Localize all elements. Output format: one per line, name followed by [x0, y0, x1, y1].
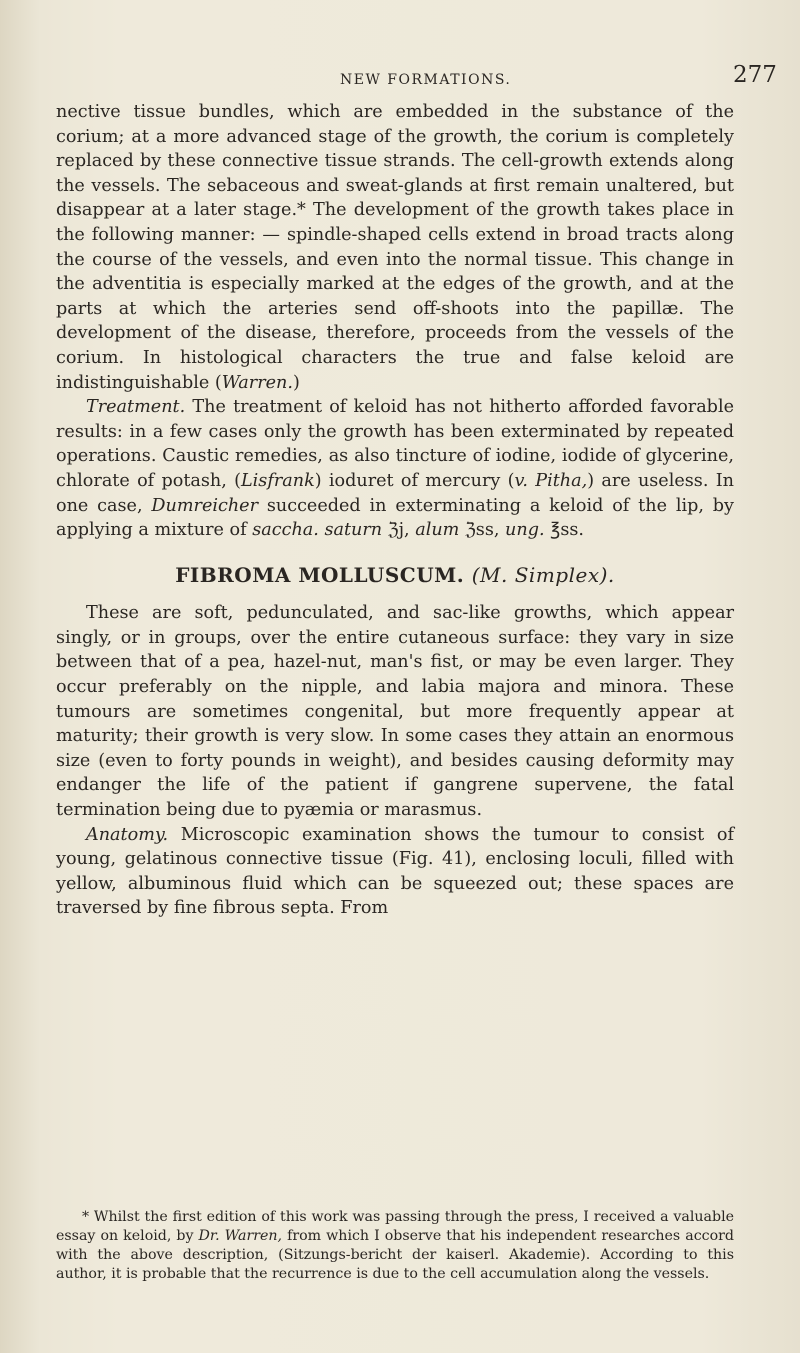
author-citation: Lisfrank [241, 470, 315, 491]
subheading-anatomy: Anatomy. [86, 824, 169, 845]
text-run: ℨss, [459, 520, 506, 541]
footnote-block [56, 1208, 734, 1284]
recipe-ingredient: alum [415, 520, 460, 541]
text-run: * Whilst the first edition of this work was passing through the press, I received a valuable essay on keloid, by [56, 1209, 734, 1244]
page-header [0, 42, 800, 88]
text-run: succeeded in exterminating a keloid of the lip, by applying a mixture of [56, 495, 734, 541]
author-citation: Dr. Warren, [198, 1228, 283, 1244]
author-citation: v. Pitha, [514, 470, 588, 491]
text-run: Microscopic examination shows the tumour to consist of young, gelatinous connective tissue (Fig. 41), enclosing loculi, filled with yellow, albuminous fluid which can be squeezed out; these spaces are traversed by fine fibrous septa. From [56, 824, 734, 919]
section-heading [56, 563, 734, 588]
running-head: NEW FORMATIONS. [340, 72, 512, 88]
recipe-ingredient: saccha. saturn [252, 520, 383, 541]
section-subtitle: (M. Simplex). [471, 562, 615, 587]
paragraph-anatomy [56, 823, 734, 921]
section-title: FIBROMA MOLLUSCUM. [175, 562, 465, 587]
footnote [56, 1208, 734, 1284]
author-citation: Dumreicher [151, 495, 258, 516]
text-run: ) ioduret of mercury ( [314, 470, 515, 491]
paragraph-treatment [56, 395, 734, 543]
recipe-ingredient: ung. [505, 520, 545, 541]
text-run: from which I observe that his independent researches accord with the above description, (Sitzungs-bericht der kaiserl. Akademie). According to this author, it is probable that the recurrence is due to the cell accumulation along the vessels. [56, 1228, 734, 1282]
text-run: ) are useless. In one case, [56, 470, 734, 516]
paragraph-fibroma-description: These are soft, pedunculated, and sac-like growths, which appear singly, or in groups, over the entire cutaneous surface: they vary in size between that of a pea, hazel-nut, man's fist, or may be even larger. They occur preferably on the nipple, and labia majora and minora. These tumours are sometimes congenital, but more frequently appear at maturity; their growth is very slow. In some cases they attain an enormous size (even to forty pounds in weight), and besides causing deformity may endanger the life of the patient if gangrene supervene, the fatal termination being due to pyæmia or marasmus. [56, 603, 734, 821]
text-run: ℨj, [382, 520, 416, 541]
text-run: The treatment of keloid has not hitherto afforded favorable results: in a few cases only the growth has been exterminated by repeated operations. Caustic remedies, as also tincture of iodine, iodide of glycerine, chlorate of potash, ( [56, 397, 734, 491]
main-text [56, 100, 734, 921]
page-number: 277 [733, 62, 777, 88]
text-run: ℥ss. [544, 520, 584, 541]
paragraph-keloid-histology [56, 100, 734, 395]
text-run: ) [292, 372, 300, 393]
text-run: nective tissue bundles, which are embedded in the substance of the corium; at a more advanced stage of the growth, the corium is completely replaced by these connective tissue strands. The cell-growth extends along the vessels. The sebaceous and sweat-glands at first remain unaltered, but disappear at a later stage.* The development of the growth takes place in the following manner: — spindle-shaped cells extend in broad tracts along the course of the vessels, and even into the normal tissue. This change in the adventitia is especially marked at the edges of the growth, and at the parts at which the arteries send off-shoots into the papillæ. The development of the disease, therefore, proceeds from the vessels of the corium. In histological characters the true and false keloid are indistinguishable ( [56, 102, 734, 393]
subheading-treatment: Treatment. [86, 397, 186, 418]
author-citation: Warren. [221, 372, 293, 393]
